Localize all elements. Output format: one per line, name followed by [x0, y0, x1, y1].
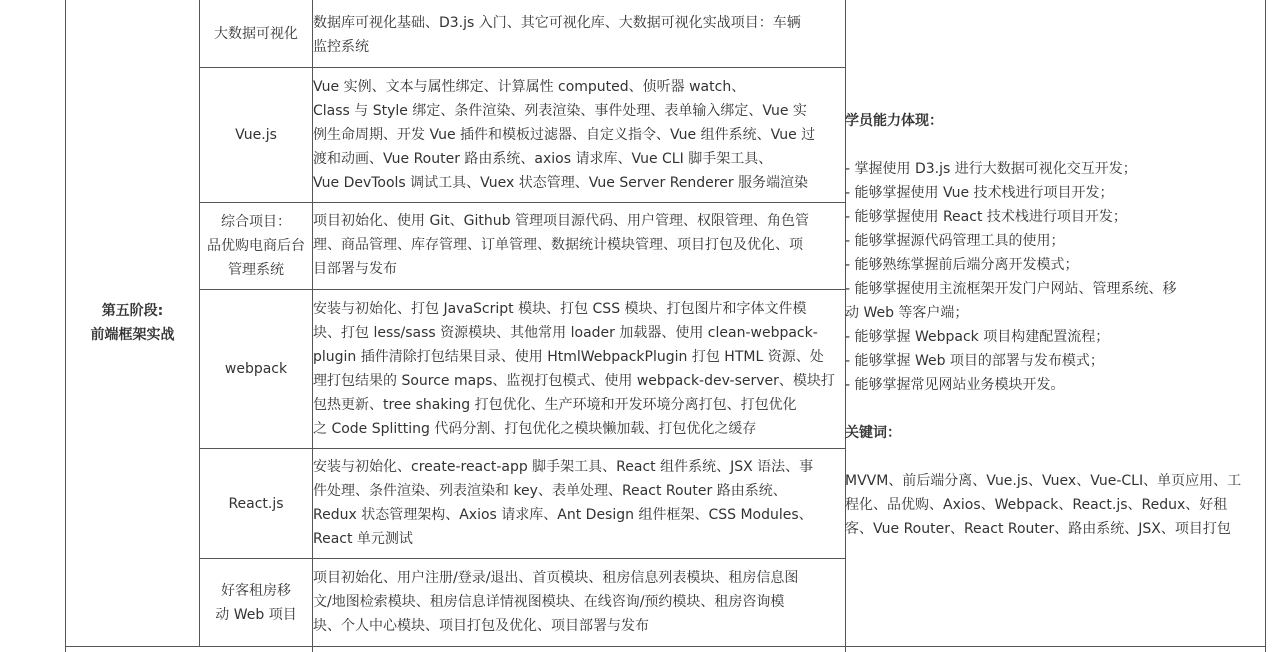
ability-item: - 能够掌握 Web 项目的部署与发布模式； — [845, 353, 1104, 369]
summary-cell — [845, 0, 1265, 646]
ability-item: - 能够掌握源代码管理工具的使用； — [845, 233, 1065, 249]
topic-label: 品优购电商后台 — [207, 238, 305, 254]
stage-cell — [66, 0, 199, 646]
ability-item: - 能够掌握使用主流框架开发门户网站、管理系统、移 — [845, 281, 1177, 297]
content-cell-haoke: 项目初始化、用户注册/登录/退出、首页模块、租房信息列表模块、租房信息图 文/地图检索模块、租房信息详情视图模块、在线咨询/预约模块、租房咨询模 块、个人中心模块、项目打包及优化、项目部署与发布 — [313, 570, 799, 634]
stage-number: 第五阶段: — [101, 303, 164, 319]
topic-label: 大数据可视化 — [214, 25, 298, 42]
topic-cell-webpack — [200, 290, 312, 448]
topic-label: 好客租房移 — [221, 582, 291, 599]
keywords-heading: 关键词： — [845, 425, 901, 441]
content-cell-react: 安装与初始化、create-react-app 脚手架工具、React 组件系统、JSX 语法、事 件处理、条件渲染、列表渲染和 key、表单处理、React Router 路由系统、 Redux 状态管理架构、Axios 请求库、Ant Design 组件框架、CSS Modules、 React 单元测试 — [313, 459, 814, 547]
content-cell-pinyougou: 项目初始化、使用 Git、Github 管理项目源代码、用户管理、权限管理、角色管 理、商品管理、库存管理、订单管理、数据统计模块管理、项目打包及优化、项 目部署与发布 — [313, 213, 809, 277]
table-bottom-border — [65, 646, 1265, 647]
topic-cell-vue — [200, 68, 312, 202]
ability-item: - 能够掌握使用 React 技术栈进行项目开发； — [845, 209, 1127, 225]
content-cell-webpack: 安装与初始化、打包 JavaScript 模块、打包 CSS 模块、打包图片和字体文件模 块、打包 less/sass 资源模块、其他常用 loader 加载器、使用 clean-webpack- plugin 插件清除打包结果目录、使用 HtmlWebpackPlugin 打包 HTML 资源、处 理打包结果的 Source maps、监视打包模式、使用 webpack-dev-server、模块打 包热更新、tree shaking 打包优化、生产环境和开发环境分离打包、打包优化 之 Code Splitting 代码分割、打包优化之模块懒加载、打包优化之缓存 — [313, 301, 835, 437]
stage-title: 前端框架实战 — [90, 327, 175, 343]
topic-label: 管理系统 — [228, 262, 284, 278]
topic-label: 综合项目： — [221, 214, 291, 230]
ability-item: - 掌握使用 D3.js 进行大数据可视化交互开发； — [845, 161, 1137, 177]
topic-label: React.js — [228, 495, 284, 512]
keywords-line: 程化、品优购、Axios、Webpack、React.js、Redux、好租 — [845, 497, 1228, 513]
content-cell-vue: Vue 实例、文本与属性绑定、计算属性 computed、侦听器 watch、 Class 与 Style 绑定、条件渲染、列表渲染、事件处理、表单输入绑定、Vue 实 例生命周期、开发 Vue 插件和模板过滤器、自定义指令、Vue 组件系统、Vue 过 渡和动画、Vue Router 路由系统、axios 请求库、Vue CLI 脚手架工具、 Vue DevTools 调试工具、Vuex 状态管理、Vue Server Renderer 服务端渲染 — [313, 79, 816, 191]
content-cell-bigdata: 数据库可视化基础、D3.js 入门、其它可视化库、大数据可视化实战项目：车辆 监控系统 — [313, 15, 801, 55]
topic-cell-react — [200, 449, 312, 558]
ability-heading: 学员能力体现： — [845, 113, 943, 129]
keywords-text — [845, 469, 1241, 541]
topic-label: 动 Web 项目 — [215, 606, 297, 623]
table-border-right — [1265, 0, 1266, 652]
ability-list — [845, 157, 1177, 397]
keywords-line: MVVM、前后端分离、Vue.js、Vuex、Vue-CLI、单页应用、工 — [845, 473, 1242, 489]
topic-label: Vue.js — [235, 127, 277, 143]
keywords-line: 客、Vue Router、React Router、路由系统、JSX、项目打包 — [845, 521, 1231, 537]
topic-cell-pinyougou — [200, 203, 312, 289]
ability-item: - 能够掌握使用 Vue 技术栈进行项目开发； — [845, 185, 1114, 201]
ability-item: - 能够熟练掌握前后端分离开发模式； — [845, 257, 1079, 273]
ability-item: 动 Web 等客户端； — [845, 305, 969, 321]
topic-label: webpack — [224, 361, 288, 377]
ability-item: - 能够掌握常见网站业务模块开发。 — [845, 377, 1065, 393]
topic-cell-bigdata — [200, 0, 312, 67]
ability-item: - 能够掌握 Webpack 项目构建配置流程； — [845, 329, 1110, 345]
topic-cell-haoke — [200, 559, 312, 646]
